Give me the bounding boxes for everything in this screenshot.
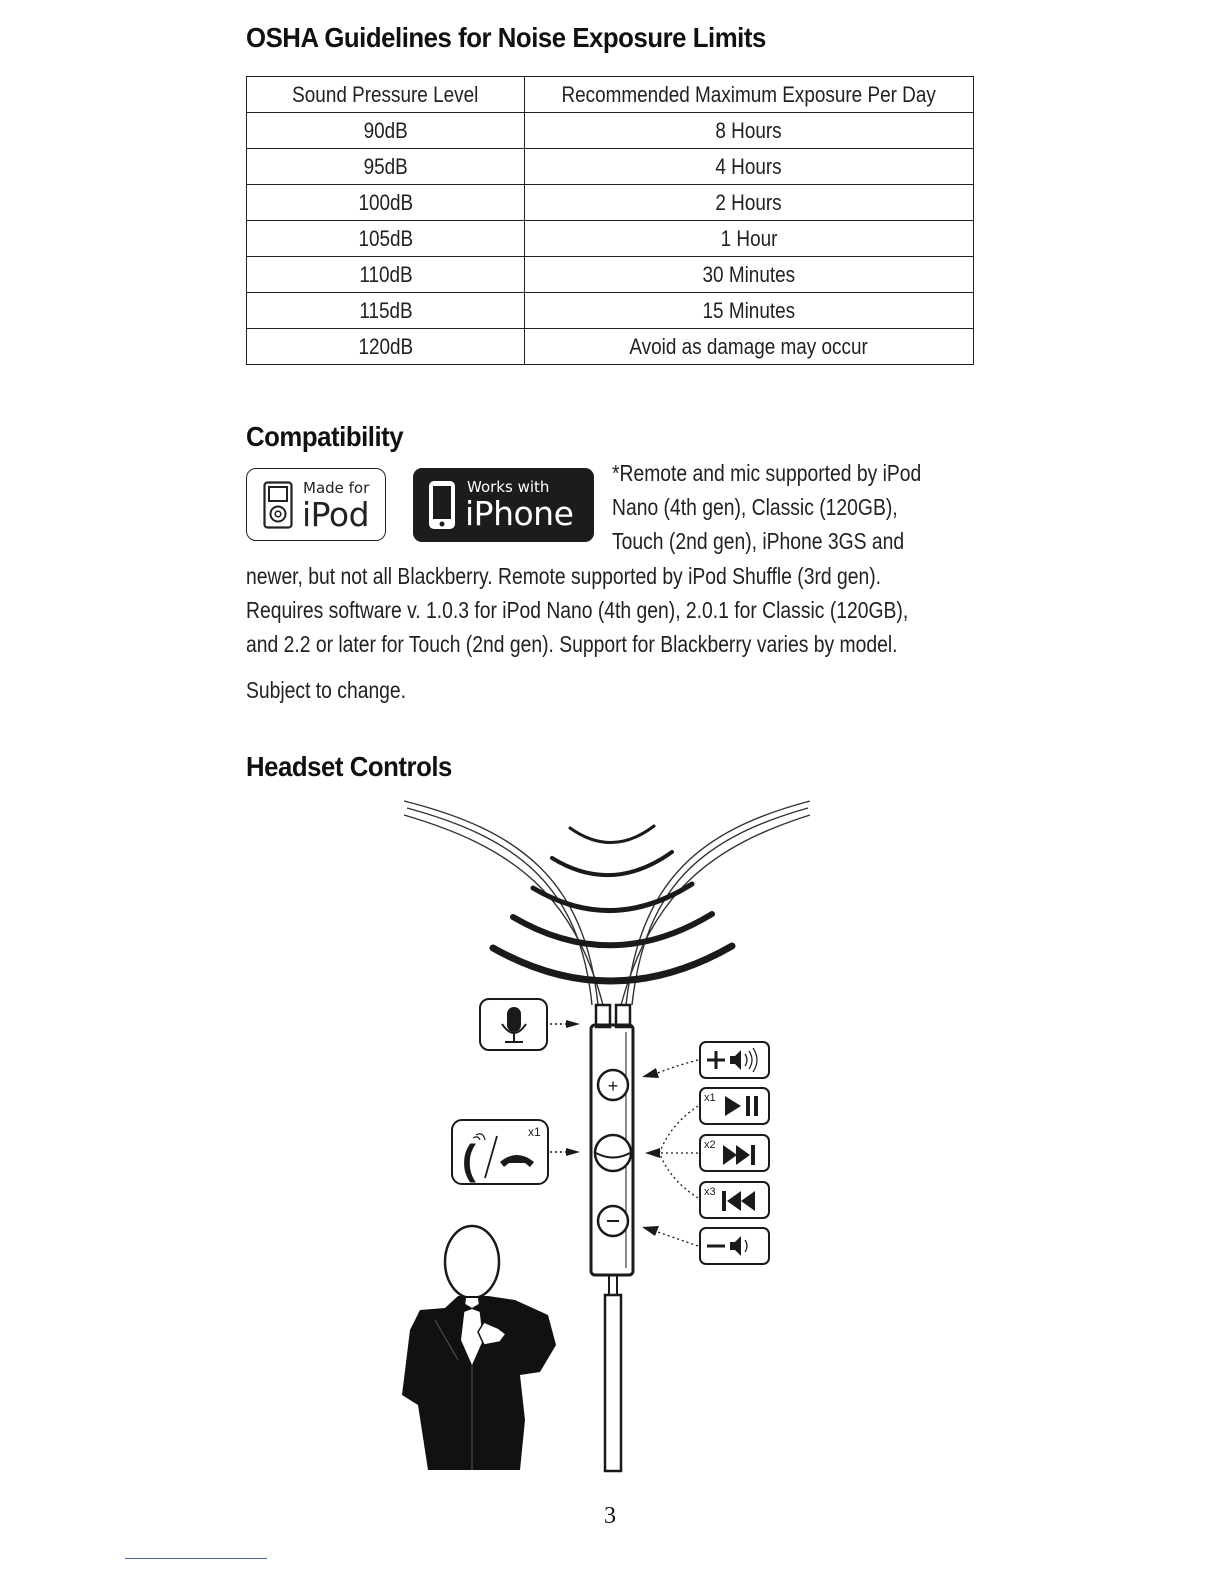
osha-title: OSHA Guidelines for Noise Exposure Limits bbox=[246, 22, 766, 53]
phone-call-icon bbox=[452, 1120, 548, 1184]
table-row bbox=[247, 221, 974, 257]
exposure-cell: 30 Minutes bbox=[702, 261, 796, 287]
badge-iphone-text: iPhone bbox=[465, 494, 574, 533]
compat-line-6: and 2.2 or later for Touch (2nd gen). Support for Blackberry varies by model. bbox=[246, 631, 898, 657]
badge-works-with-text: Works with bbox=[467, 478, 550, 496]
table-row bbox=[247, 257, 974, 293]
svg-text:(: ( bbox=[462, 1136, 476, 1183]
headset-cables bbox=[404, 801, 810, 1005]
exposure-cell: 1 Hour bbox=[720, 225, 778, 251]
iphone-icon bbox=[428, 480, 456, 530]
press-twice-label: x2 bbox=[704, 1139, 716, 1151]
table-row bbox=[247, 329, 974, 365]
volume-down-icon bbox=[700, 1228, 769, 1264]
table-header-row bbox=[247, 77, 974, 113]
badge-made-for-text: Made for bbox=[303, 479, 370, 497]
compatibility-title: Compatibility bbox=[246, 421, 404, 452]
noise-exposure-table bbox=[246, 76, 974, 365]
svg-text:+: + bbox=[607, 1076, 619, 1096]
table-row bbox=[247, 113, 974, 149]
sound-level-cell: 115dB bbox=[358, 297, 413, 323]
press-once-label: x1 bbox=[704, 1092, 716, 1104]
page-number: 3 bbox=[604, 1503, 616, 1529]
press-three-times-label: x3 bbox=[704, 1186, 716, 1198]
person-in-tuxedo-illustration bbox=[402, 1226, 556, 1470]
ipod-icon bbox=[263, 481, 293, 529]
made-for-ipod-badge bbox=[246, 468, 386, 541]
previous-track-icon bbox=[700, 1182, 769, 1218]
exposure-cell: 8 Hours bbox=[715, 117, 783, 143]
volume-up-button bbox=[598, 1070, 628, 1100]
sound-level-cell: 105dB bbox=[358, 225, 413, 251]
sound-level-cell: 95dB bbox=[363, 153, 408, 179]
exposure-cell: 4 Hours bbox=[715, 153, 783, 179]
column-header: Recommended Maximum Exposure Per Day bbox=[525, 77, 974, 113]
exposure-cell: 2 Hours bbox=[715, 189, 783, 215]
compat-line-3: Touch (2nd gen), iPhone 3GS and bbox=[612, 528, 905, 554]
sound-level-cell: 120dB bbox=[358, 333, 413, 359]
compat-line-4: newer, but not all Blackberry. Remote supported by iPod Shuffle (3rd gen). bbox=[246, 563, 882, 589]
exposure-cell: Avoid as damage may occur bbox=[629, 333, 869, 359]
call-press-label: x1 bbox=[528, 1125, 541, 1139]
table-row bbox=[247, 293, 974, 329]
compat-line-5: Requires software v. 1.0.3 for iPod Nano (4th gen), 2.0.1 for Classic (120GB), bbox=[246, 597, 909, 623]
sound-level-cell: 100dB bbox=[358, 189, 413, 215]
badge-ipod-text: iPod bbox=[302, 495, 370, 534]
table-row bbox=[247, 149, 974, 185]
compat-line-1: *Remote and mic supported by iPod bbox=[612, 460, 922, 486]
volume-down-button bbox=[598, 1206, 628, 1236]
play-pause-icon bbox=[700, 1088, 769, 1124]
center-button bbox=[595, 1135, 631, 1171]
sound-level-cell: 90dB bbox=[363, 117, 408, 143]
headset-controls-title: Headset Controls bbox=[246, 751, 452, 782]
compat-note: Subject to change. bbox=[246, 677, 407, 703]
microphone-icon bbox=[480, 999, 547, 1050]
compat-line-2: Nano (4th gen), Classic (120GB), bbox=[612, 494, 898, 520]
sound-waves-icon bbox=[493, 826, 732, 981]
exposure-cell: 15 Minutes bbox=[702, 297, 796, 323]
sound-level-cell: 110dB bbox=[358, 261, 413, 287]
works-with-iphone-badge bbox=[413, 468, 594, 542]
volume-up-icon bbox=[700, 1042, 769, 1078]
column-header: Sound Pressure Level bbox=[247, 77, 525, 113]
table-row bbox=[247, 185, 974, 221]
next-track-icon bbox=[700, 1135, 769, 1171]
headset-controls-illustration bbox=[380, 790, 840, 1490]
footnote-divider bbox=[125, 1558, 267, 1559]
